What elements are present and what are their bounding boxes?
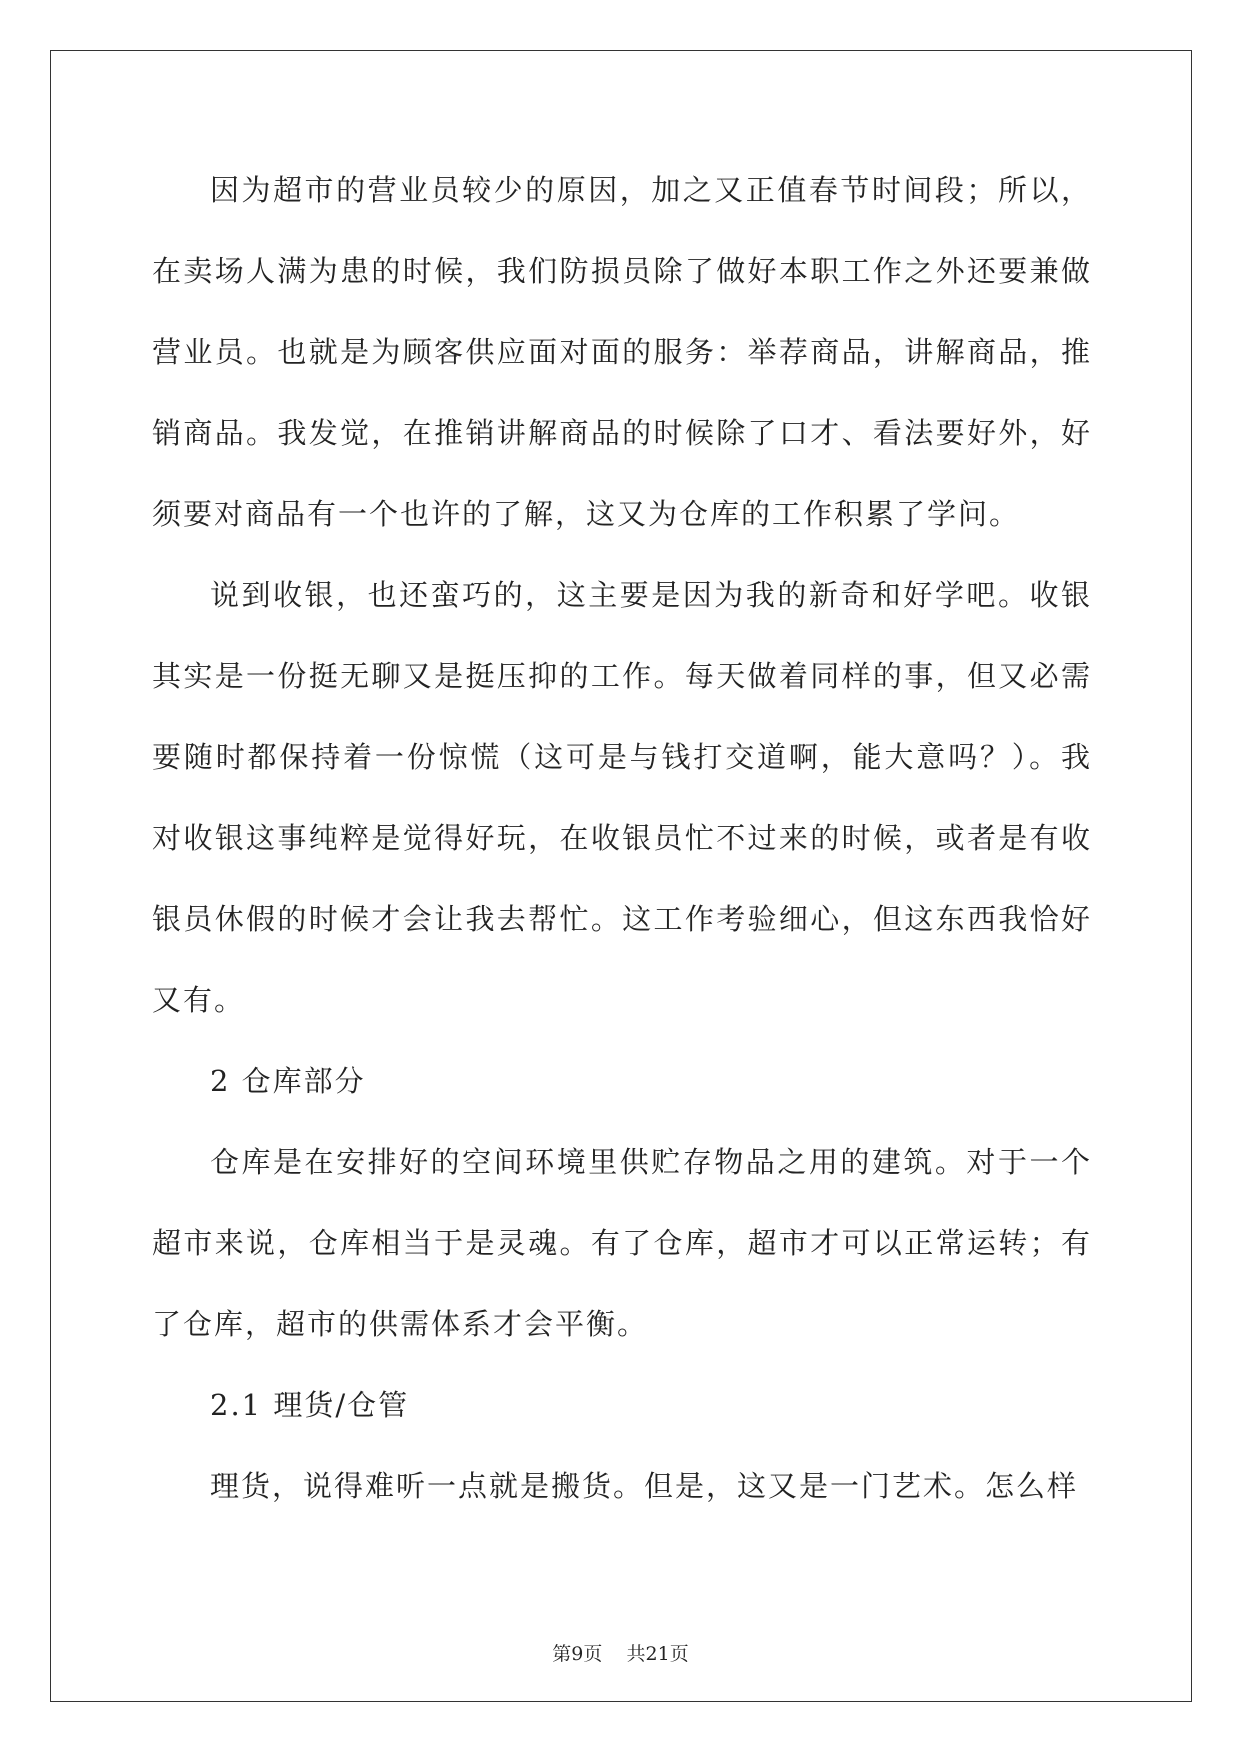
page-label-suffix: 页 (583, 1643, 603, 1665)
document-body (152, 150, 1092, 1527)
paragraph: 仓库是在安排好的空间环境里供贮存物品之用的建筑。对于一个超市来说，仓库相当于是灵魂。有了仓库，超市才可以正常运转；有了仓库，超市的供需体系才会平衡。 (152, 1145, 1092, 1341)
page-label-prefix: 第 (552, 1643, 572, 1665)
paragraph: 理货，说得难听一点就是搬货。但是，这又是一门艺术。怎么样 (210, 1469, 1079, 1503)
section-heading: 2 仓库部分 (210, 1064, 366, 1098)
page-footer (0, 1639, 1241, 1666)
paragraph: 说到收银，也还蛮巧的，这主要是因为我的新奇和好学吧。收银其实是一份挺无聊又是挺压抑的工作。每天做着同样的事，但又必需要随时都保持着一份惊慌（这可是与钱打交道啊，能大意吗？）。我对收银这事纯粹是觉得好玩，在收银员忙不过来的时候，或者是有收银员休假的时候才会让我去帮忙。这工作考验细心，但这东西我恰好又有。 (152, 578, 1092, 1017)
total-suffix: 页 (669, 1643, 689, 1665)
total-pages: 21 (645, 1643, 670, 1665)
page-number: 9 (571, 1643, 584, 1665)
subsection-heading: 2.1 理货/仓管 (210, 1388, 410, 1422)
total-prefix: 共 (626, 1643, 646, 1665)
paragraph: 因为超市的营业员较少的原因，加之又正值春节时间段；所以，在卖场人满为患的时候，我们防损员除了做好本职工作之外还要兼做营业员。也就是为顾客供应面对面的服务：举荐商品，讲解商品，推销商品。我发觉，在推销讲解商品的时候除了口才、看法要好外，好须要对商品有一个也许的了解，这又为仓库的工作积累了学问。 (152, 173, 1092, 531)
